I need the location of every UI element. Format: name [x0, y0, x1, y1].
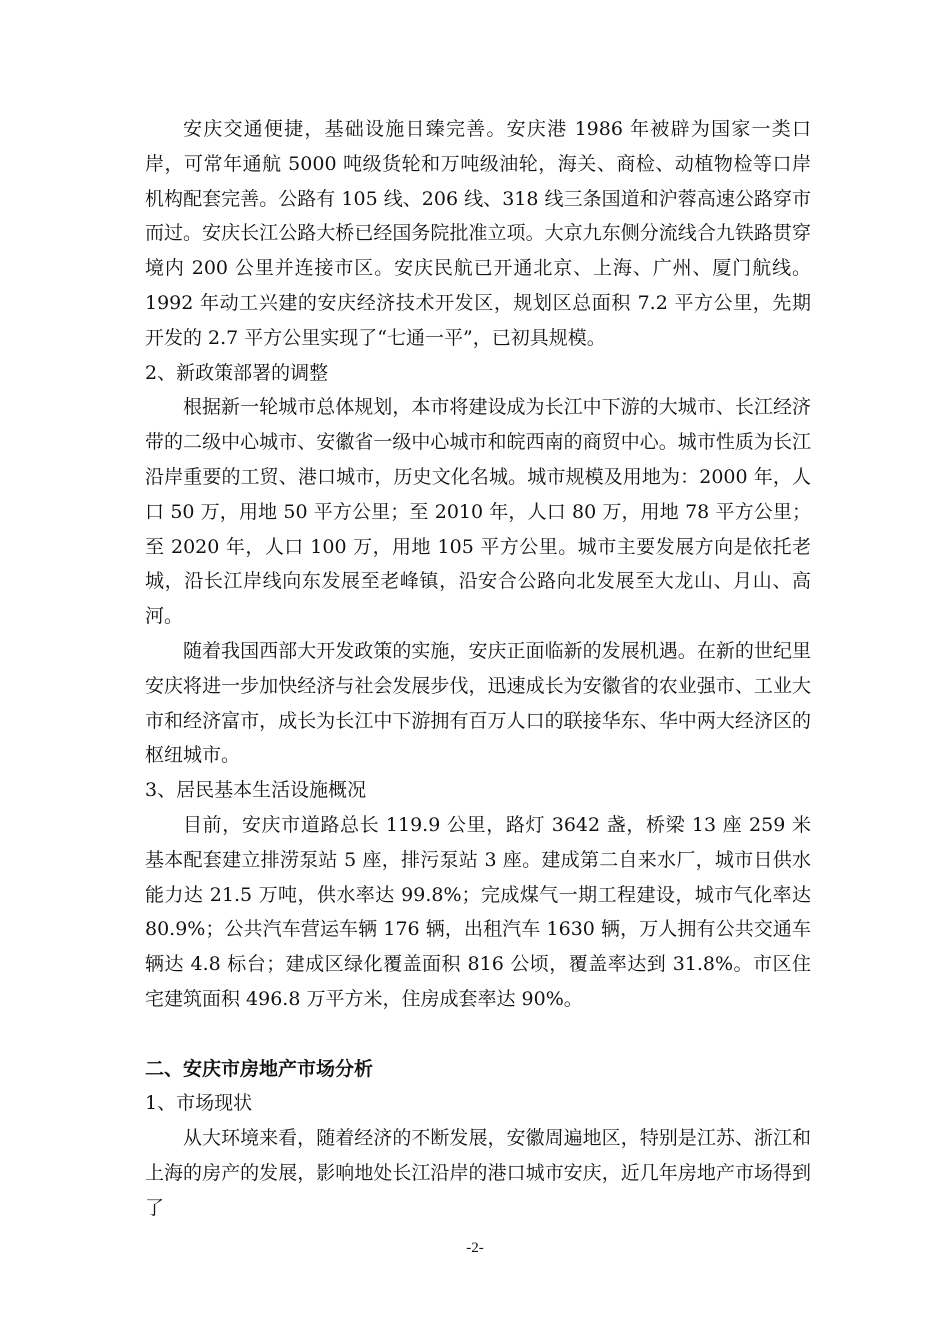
blank-line [145, 1017, 811, 1052]
paragraph-city-planning: 根据新一轮城市总体规划，本市将建设成为长江中下游的大城市、长江经济带的二级中心城市、安徽省一级中心城市和皖西南的商贸中心。城市性质为长江沿岸重要的工贸、港口城市，历史文化名城。城市规模及用地为：2000 年，人口 50 万，用地 50 平方公里；至 2010 年，人口 80 万，用地 78 平方公里；至 2020 年，人口 100 万，用地 105 平方公里。城市主要发展方向是依托老城，沿长江岸线向东发展至老峰镇，沿安合公路向北发展至大龙山、月山、高河。 [145, 396, 811, 628]
section-heading-market-analysis: 二、安庆市房地产市场分析 [145, 1057, 374, 1080]
subheading-facilities: 3、居民基本生活设施概况 [145, 779, 367, 802]
page-number: -2- [466, 1240, 484, 1256]
subheading-market-status: 1、市场现状 [145, 1092, 253, 1115]
paragraph-facilities: 目前，安庆市道路总长 119.9 公里，路灯 3642 盏，桥梁 13 座 259 米基本配套建立排涝泵站 5 座，排污泵站 3 座。建成第二自来水厂，城市日供水能力达 21.5 万吨，供水率达 99.8%；完成煤气一期工程建设，城市气化率达 80.9%；公共汽车营运车辆 176 辆，出租汽车 1630 辆，万人拥有公共交通车辆达 4.8 标台；建成区绿化覆盖面积 816 公顷，覆盖率达到 31.8%。市区住宅建筑面积 496.8 万平方米，住房成套率达 90%。 [145, 813, 811, 1010]
paragraph-transport: 安庆交通便捷，基础设施日臻完善。安庆港 1986 年被辟为国家一类口岸，可常年通航 5000 吨级货轮和万吨级油轮，海关、商检、动植物检等口岸机构配套完善。公路有 105 线、206 线、318 线三条国道和沪蓉高速公路穿市而过。安庆长江公路大桥已经国务院批准立项。大京九东侧分流线合九铁路贯穿境内 200 公里并连接市区。安庆民航已开通北京、上海、广州、厦门航线。1992 年动工兴建的安庆经济技术开发区，规划区总面积 7.2 平方公里，先期开发的 2.7 平方公里实现了“七通一平”，已初具规模。 [145, 118, 811, 349]
paragraph-market-status: 从大环境来看，随着经济的不断发展，安徽周遍地区，特别是江苏、浙江和上海的房产的发展，影响地处长江沿岸的港口城市安庆，近几年房地产市场得到了 [145, 1127, 811, 1219]
page-content [145, 112, 811, 1226]
subheading-policy: 2、新政策部署的调整 [145, 361, 329, 384]
paragraph-development: 随着我国西部大开发政策的实施，安庆正面临新的发展机遇。在新的世纪里安庆将进一步加快经济与社会发展步伐，迅速成长为安徽省的农业强市、工业大市和经济富市，成长为长江中下游拥有百万人口的联接华东、华中两大经济区的枢纽城市。 [145, 639, 811, 767]
